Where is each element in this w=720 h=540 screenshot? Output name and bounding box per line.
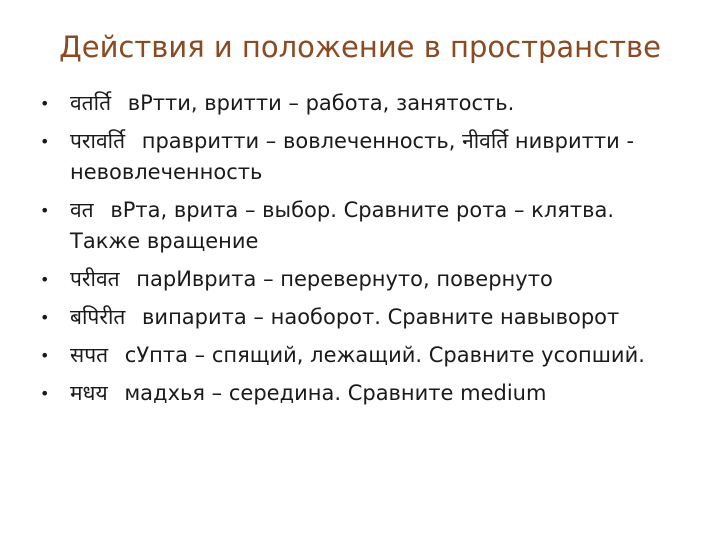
bullet-icon: •: [40, 308, 50, 327]
item-text: мадхья – середина. Сравните medium: [124, 381, 547, 405]
sanskrit-term: वतर्ति: [70, 91, 112, 115]
sanskrit-term: बपिरीत: [70, 305, 126, 329]
list-item: [40, 195, 672, 257]
list-item: [40, 340, 672, 371]
bullet-icon: •: [40, 201, 50, 220]
sanskrit-term: वत: [70, 198, 94, 222]
bullet-icon: •: [40, 94, 50, 113]
list-item: [40, 378, 672, 409]
item-text: випарита – наоборот. Сравните навыворот: [142, 305, 620, 329]
item-text: сУпта – спящий, лежащий. Сравните усопший.: [124, 343, 645, 367]
item-text: вРтти, вритти – работа, занятость.: [127, 91, 515, 115]
item-text: правритти – вовлеченность, नीवर्ति нивритти - невовлеченность: [70, 129, 635, 184]
sanskrit-term: मधय: [70, 381, 108, 405]
bullet-icon: •: [40, 132, 50, 151]
item-text: парИврита – перевернуто, повернуто: [136, 267, 553, 291]
sanskrit-term: परावर्ति: [70, 129, 126, 153]
sanskrit-term: सपत: [70, 343, 109, 367]
bullet-icon: •: [40, 384, 50, 403]
slide-title: Действия и положение в пространстве: [59, 30, 661, 64]
list-item: [40, 126, 672, 188]
bullet-icon: •: [40, 346, 50, 365]
bullet-list: [40, 88, 672, 416]
item-text: вРта, врита – выбор. Сравните рота – клятва. Также вращение: [70, 198, 615, 253]
list-item: [40, 88, 672, 119]
sanskrit-term: परीवत: [70, 267, 120, 291]
list-item: [40, 302, 672, 333]
list-item: [40, 264, 672, 295]
bullet-icon: •: [40, 270, 50, 289]
